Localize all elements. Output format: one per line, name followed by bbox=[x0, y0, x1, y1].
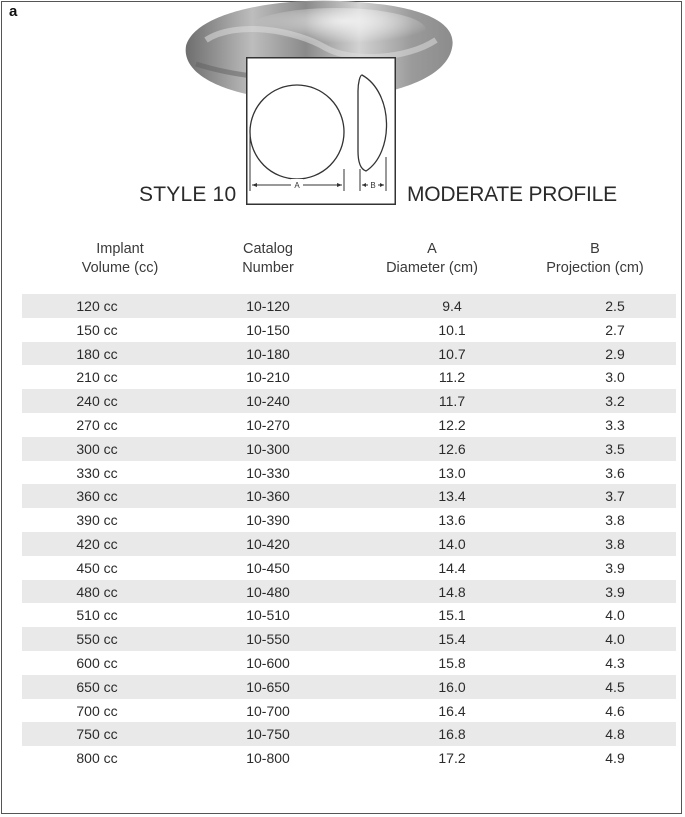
table-row bbox=[22, 580, 676, 604]
column-header-volume bbox=[45, 240, 195, 278]
projection-cell: 3.8 bbox=[605, 512, 625, 529]
table-row bbox=[22, 342, 676, 366]
volume-cell: 240 cc bbox=[76, 393, 118, 410]
dimension-diagram bbox=[246, 57, 396, 207]
volume-cell: 210 cc bbox=[76, 369, 118, 386]
projection-cell: 4.3 bbox=[605, 654, 625, 671]
dimension-b-label: B bbox=[370, 181, 376, 190]
catalog-cell: 10-180 bbox=[246, 345, 290, 362]
catalog-cell: 10-750 bbox=[246, 726, 290, 743]
volume-cell: 300 cc bbox=[76, 440, 118, 457]
table-row bbox=[22, 294, 676, 318]
volume-cell: 450 cc bbox=[76, 559, 118, 576]
table-row bbox=[22, 508, 676, 532]
dimension-a-label: A bbox=[294, 181, 300, 190]
diameter-cell: 16.4 bbox=[438, 702, 466, 719]
table-row bbox=[22, 603, 676, 627]
diameter-cell: 11.2 bbox=[438, 369, 466, 386]
volume-cell: 360 cc bbox=[76, 488, 118, 505]
header-line: Catalog bbox=[243, 241, 293, 257]
projection-cell: 3.0 bbox=[605, 369, 625, 386]
style-title: STYLE 10 bbox=[139, 183, 237, 206]
catalog-cell: 10-210 bbox=[246, 369, 290, 386]
catalog-cell: 10-600 bbox=[246, 654, 290, 671]
table-row bbox=[22, 437, 676, 461]
projection-cell: 3.8 bbox=[605, 535, 625, 552]
diameter-cell: 11.7 bbox=[438, 393, 466, 410]
volume-cell: 510 cc bbox=[76, 607, 118, 624]
catalog-cell: 10-330 bbox=[246, 464, 290, 481]
size-table bbox=[22, 294, 676, 770]
projection-cell: 4.8 bbox=[605, 726, 625, 743]
header-line: Volume (cc) bbox=[81, 260, 159, 276]
catalog-cell: 10-390 bbox=[246, 512, 290, 529]
diameter-cell: 13.4 bbox=[438, 488, 466, 505]
volume-cell: 550 cc bbox=[76, 631, 118, 648]
diameter-cell: 14.4 bbox=[438, 559, 466, 576]
table-row bbox=[22, 651, 676, 675]
volume-cell: 330 cc bbox=[76, 464, 118, 481]
catalog-cell: 10-800 bbox=[246, 750, 290, 767]
table-row bbox=[22, 556, 676, 580]
diameter-cell: 16.0 bbox=[438, 678, 466, 695]
volume-cell: 390 cc bbox=[76, 512, 118, 529]
panel-label: a bbox=[9, 3, 18, 20]
table-row bbox=[22, 413, 676, 437]
diameter-cell: 15.1 bbox=[438, 607, 466, 624]
volume-cell: 480 cc bbox=[76, 583, 118, 600]
header-line: B bbox=[590, 241, 600, 257]
projection-cell: 3.2 bbox=[605, 393, 625, 410]
catalog-cell: 10-270 bbox=[246, 416, 290, 433]
projection-cell: 3.6 bbox=[605, 464, 625, 481]
diameter-cell: 9.4 bbox=[442, 298, 462, 314]
diameter-cell: 12.2 bbox=[438, 416, 466, 433]
catalog-cell: 10-300 bbox=[246, 440, 290, 457]
projection-cell: 3.3 bbox=[605, 416, 625, 433]
table-row bbox=[22, 699, 676, 723]
column-header-diameter bbox=[357, 240, 507, 278]
diameter-cell: 16.8 bbox=[438, 726, 466, 743]
volume-cell: 180 cc bbox=[76, 345, 118, 362]
projection-cell: 4.0 bbox=[605, 631, 625, 648]
table-row bbox=[22, 722, 676, 746]
table-row bbox=[22, 675, 676, 699]
volume-cell: 270 cc bbox=[76, 416, 118, 433]
projection-cell: 2.5 bbox=[605, 298, 625, 314]
table-row bbox=[22, 365, 676, 389]
projection-cell: 2.9 bbox=[605, 345, 625, 362]
profile-title: MODERATE PROFILE bbox=[407, 183, 617, 206]
catalog-cell: 10-150 bbox=[246, 321, 290, 338]
catalog-cell: 10-360 bbox=[246, 488, 290, 505]
diameter-cell: 17.2 bbox=[438, 750, 466, 767]
volume-cell: 650 cc bbox=[76, 678, 118, 695]
projection-cell: 3.9 bbox=[605, 583, 625, 600]
column-header-catalog bbox=[193, 240, 343, 278]
catalog-cell: 10-650 bbox=[246, 678, 290, 695]
diameter-cell: 10.1 bbox=[438, 321, 466, 338]
table-row bbox=[22, 389, 676, 413]
projection-cell: 4.9 bbox=[605, 750, 625, 767]
volume-cell: 800 cc bbox=[76, 750, 118, 767]
header-line: Diameter (cm) bbox=[386, 260, 478, 276]
catalog-cell: 10-480 bbox=[246, 583, 290, 600]
catalog-cell: 10-510 bbox=[246, 607, 290, 624]
catalog-cell: 10-240 bbox=[246, 393, 290, 410]
header-line: Implant bbox=[96, 241, 144, 257]
volume-cell: 750 cc bbox=[76, 726, 118, 743]
diameter-cell: 10.7 bbox=[438, 345, 466, 362]
table-row bbox=[22, 484, 676, 508]
diameter-cell: 15.4 bbox=[438, 631, 466, 648]
projection-cell: 3.5 bbox=[605, 440, 625, 457]
catalog-cell: 10-120 bbox=[246, 298, 290, 314]
catalog-cell: 10-450 bbox=[246, 559, 290, 576]
table-row bbox=[22, 461, 676, 485]
diameter-cell: 13.0 bbox=[438, 464, 466, 481]
catalog-cell: 10-550 bbox=[246, 631, 290, 648]
volume-cell: 700 cc bbox=[76, 702, 118, 719]
projection-cell: 4.0 bbox=[605, 607, 625, 624]
diameter-cell: 15.8 bbox=[438, 654, 466, 671]
diameter-cell: 12.6 bbox=[438, 440, 466, 457]
column-header-projection bbox=[520, 240, 670, 278]
table-row bbox=[22, 746, 676, 770]
projection-cell: 4.6 bbox=[605, 702, 625, 719]
table-row bbox=[22, 532, 676, 556]
volume-cell: 120 cc bbox=[76, 298, 118, 314]
header-line: Number bbox=[242, 260, 294, 276]
header-line: Projection (cm) bbox=[546, 260, 644, 276]
catalog-cell: 10-700 bbox=[246, 702, 290, 719]
volume-cell: 600 cc bbox=[76, 654, 118, 671]
projection-cell: 4.5 bbox=[605, 678, 625, 695]
header-line: A bbox=[427, 241, 437, 257]
volume-cell: 150 cc bbox=[76, 321, 118, 338]
projection-cell: 3.9 bbox=[605, 559, 625, 576]
diameter-cell: 14.8 bbox=[438, 583, 466, 600]
catalog-cell: 10-420 bbox=[246, 535, 290, 552]
projection-cell: 3.7 bbox=[605, 488, 625, 505]
table-row bbox=[22, 318, 676, 342]
diameter-cell: 13.6 bbox=[438, 512, 466, 529]
table-row bbox=[22, 627, 676, 651]
volume-cell: 420 cc bbox=[76, 535, 118, 552]
projection-cell: 2.7 bbox=[605, 321, 625, 338]
diameter-cell: 14.0 bbox=[438, 535, 466, 552]
